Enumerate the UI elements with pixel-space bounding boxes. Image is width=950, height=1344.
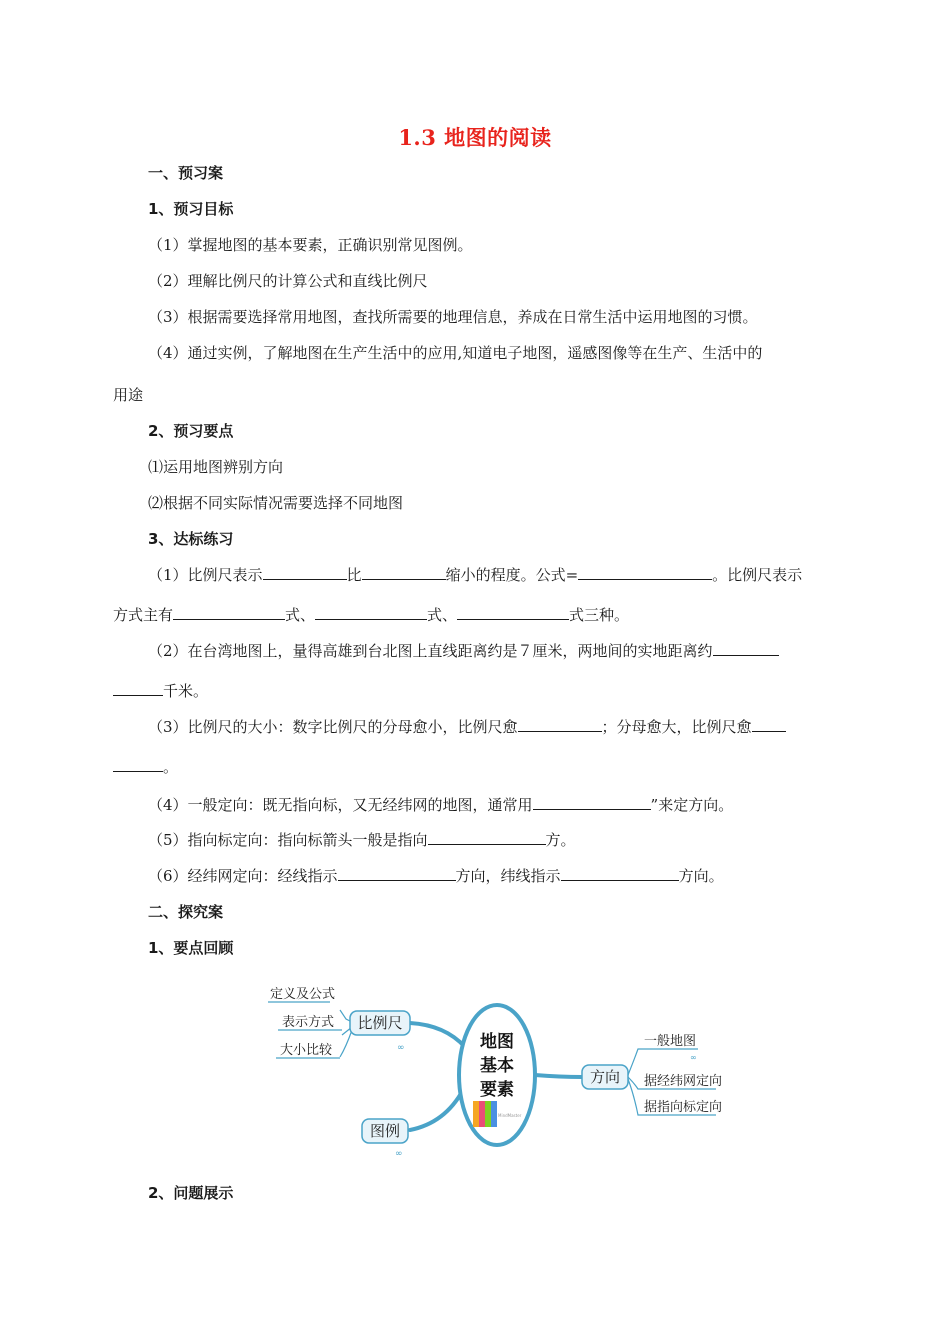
- question-text: 千米。: [163, 682, 209, 700]
- question-5: [148, 829, 576, 851]
- question-text: （1）比例尺表示: [148, 566, 263, 584]
- answer-blank[interactable]: [315, 604, 427, 620]
- link-icon: ∞: [395, 1149, 403, 1159]
- connector-line: [410, 1090, 463, 1130]
- question-3-line-1: [148, 716, 786, 738]
- question-text: 。比例尺表示: [712, 566, 803, 584]
- connector-line: [410, 1023, 465, 1047]
- question-text: 式三种。: [569, 606, 630, 624]
- question-text: 式、: [427, 606, 458, 624]
- mindmap-node-label: 比例尺: [357, 1014, 403, 1032]
- mindmap-subtopic: 据经纬网定向: [644, 1074, 723, 1089]
- question-text: 比: [346, 566, 362, 584]
- question-text: （6）经纬网定向：经线指示: [148, 867, 338, 885]
- answer-blank[interactable]: [752, 716, 786, 732]
- link-icon: ∞: [397, 1043, 405, 1053]
- question-text: （4）一般定向：既无指向标，又无经纬网的地图，通常用: [148, 796, 533, 814]
- review-heading: 1、要点回顾: [148, 939, 234, 957]
- section-heading-explore: 二、探究案: [148, 903, 224, 921]
- goal-item: （2）理解比例尺的计算公式和直线比例尺: [148, 272, 428, 290]
- answer-blank[interactable]: [263, 564, 347, 580]
- mindmap-subtopic: 一般地图: [644, 1034, 697, 1049]
- connector-line: [340, 1030, 352, 1057]
- answer-blank[interactable]: [113, 680, 163, 696]
- question-2-line-2: [113, 680, 208, 702]
- goals-heading: 1、预习目标: [148, 200, 234, 218]
- answer-blank[interactable]: [518, 716, 602, 732]
- answer-blank[interactable]: [428, 829, 546, 845]
- goal-item: （3）根据需要选择常用地图，查找所需要的地理信息，养成在日常生活中运用地图的习惯。: [148, 308, 758, 326]
- mindmap-subtopic: 定义及公式: [270, 987, 336, 1002]
- answer-blank[interactable]: [533, 794, 651, 810]
- question-text: 。: [163, 758, 179, 776]
- question-1-line-1: [148, 564, 802, 586]
- connector-line: [628, 1049, 698, 1075]
- mindmap-subtopic: 大小比较: [280, 1043, 333, 1058]
- question-text: 方向，纬线指示: [455, 867, 561, 885]
- question-text: ；分母愈大，比例尺愈: [601, 718, 752, 736]
- show-heading: 2、问题展示: [148, 1184, 234, 1202]
- question-text: （2）在台湾地图上，量得高雄到台北图上直线距离约是７厘米，两地间的实地距离约: [148, 642, 713, 660]
- question-3-line-2: [113, 756, 178, 778]
- question-text: ”来定方向。: [650, 796, 734, 814]
- question-text: 式、: [285, 606, 316, 624]
- mindmap-node-label: 图例: [369, 1122, 401, 1140]
- goal-item: （1）掌握地图的基本要素，正确识别常见图例。: [148, 236, 473, 254]
- question-text: 方向。: [678, 867, 724, 885]
- answer-blank[interactable]: [173, 604, 285, 620]
- mindmap-subtopic: 表示方式: [282, 1015, 335, 1030]
- mindmap-center-label: 地图: [480, 1032, 514, 1052]
- question-1-line-2: [113, 604, 629, 626]
- answer-blank[interactable]: [561, 865, 679, 881]
- goal-item-continued: 用途: [113, 386, 144, 404]
- question-6: [148, 865, 724, 887]
- page-title: 1.3 地图的阅读: [398, 125, 552, 150]
- points-heading: 2、预习要点: [148, 422, 234, 440]
- answer-blank[interactable]: [578, 564, 712, 580]
- mindmap-center-label: 要素: [480, 1080, 514, 1100]
- answer-blank[interactable]: [362, 564, 446, 580]
- question-text: 方式主有: [113, 606, 174, 624]
- question-4: [148, 794, 733, 816]
- mindmap-node-label: 方向: [589, 1068, 621, 1086]
- mindmap-subtopic: 据指向标定向: [644, 1100, 723, 1115]
- question-2-line-1: [148, 640, 779, 662]
- mindmap-center-label: 基本: [480, 1056, 514, 1076]
- connector-line: [535, 1075, 582, 1077]
- answer-blank[interactable]: [338, 865, 456, 881]
- point-item: ⑵根据不同实际情况需要选择不同地图: [148, 494, 404, 512]
- question-text: （3）比例尺的大小：数字比例尺的分母愈小，比例尺愈: [148, 718, 518, 736]
- question-text: 缩小的程度。公式=: [445, 566, 579, 584]
- link-icon: ∞: [690, 1053, 697, 1062]
- svg-text:MindMaster: MindMaster: [498, 1113, 522, 1118]
- answer-blank[interactable]: [457, 604, 569, 620]
- question-text: 方。: [545, 831, 576, 849]
- mind-map: [260, 975, 730, 1160]
- answer-blank[interactable]: [113, 756, 163, 772]
- question-text: （5）指向标定向：指向标箭头一般是指向: [148, 831, 428, 849]
- section-heading-preview: 一、预习案: [148, 164, 224, 182]
- practice-heading: 3、达标练习: [148, 530, 234, 548]
- point-item: ⑴运用地图辨别方向: [148, 458, 284, 476]
- answer-blank[interactable]: [713, 640, 779, 656]
- goal-item: （4）通过实例，了解地图在生产生活中的应用,知道电子地图，遥感图像等在生产、生活中的: [148, 344, 763, 362]
